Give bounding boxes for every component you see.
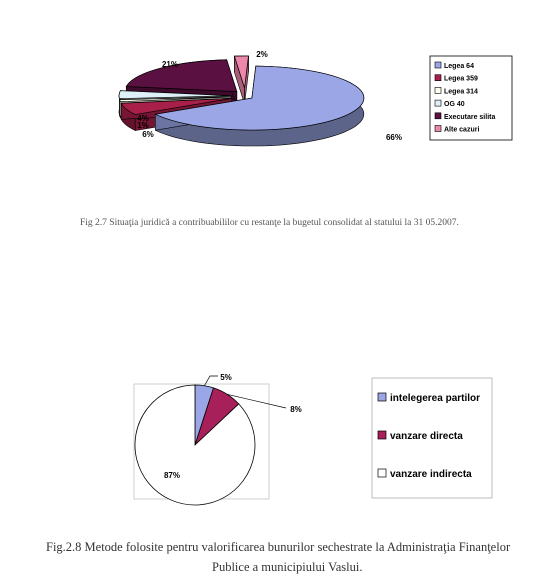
legend-label-3: OG 40 (444, 101, 465, 109)
figure-caption-2-8: Fig.2.8 Metode folosite pentru valorificarea bunurilor sechestrate la Administraţia Finanţelor (46, 540, 511, 554)
value-label-0: 66% (385, 133, 403, 142)
legend-label-1: vanzare directa (390, 431, 463, 442)
figure-caption-2-7: Fig 2.7 Situaţia juridică a contribuabililor cu restanţe la bugetul consolidat al statului la 31 05.2007. (80, 218, 459, 228)
legend-swatch-0 (378, 393, 386, 401)
legend-swatch-2 (378, 469, 386, 477)
value-label-3: 4% (137, 114, 149, 123)
value-label-0: 5% (220, 373, 232, 382)
figure-caption-2-8-cont: Publice a municipiului Vaslui. (212, 560, 363, 574)
legend-label-0: Legea 64 (444, 63, 474, 70)
legend-label-1: Legea 359 (444, 75, 478, 83)
value-label-2: 1% (137, 121, 149, 130)
legend-label-2: Legea 314 (444, 88, 478, 96)
legend-label-5: Alte cazuri (444, 126, 480, 134)
value-label-5: 2% (256, 50, 268, 59)
legend-label-4: Executare silita (444, 113, 496, 121)
legend-label-2: vanzare indirecta (390, 469, 472, 480)
value-label-1: 8% (290, 405, 302, 414)
value-label-2: 87% (163, 471, 181, 480)
value-label-4: 21% (161, 60, 179, 69)
legend-swatch-1 (378, 431, 386, 439)
value-label-1: 6% (142, 130, 154, 139)
legend-label-0: intelegerea partilor (390, 393, 481, 404)
